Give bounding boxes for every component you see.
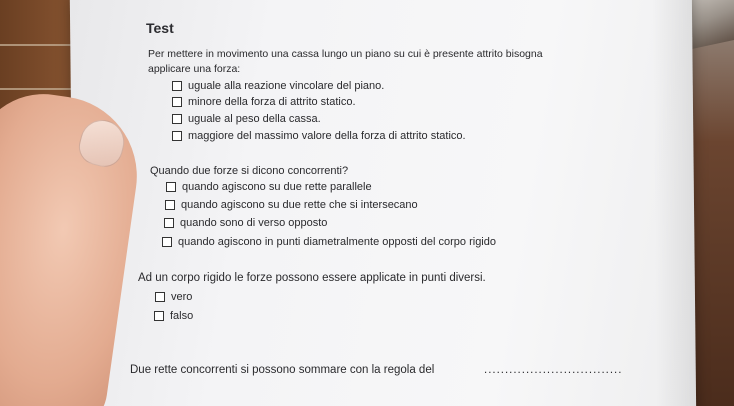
q2-option[interactable]: quando agiscono su due rette che si intersecano xyxy=(165,199,418,211)
q2-option[interactable]: quando agiscono in punti diametralmente opposti del corpo rigido xyxy=(162,236,496,248)
checkbox-icon[interactable] xyxy=(172,97,182,107)
q2-option[interactable]: quando agiscono su due rette parallele xyxy=(166,181,372,193)
checkbox-icon[interactable] xyxy=(154,311,164,321)
q1-option[interactable]: uguale alla reazione vincolare del piano. xyxy=(172,80,384,92)
checkbox-icon[interactable] xyxy=(165,200,175,210)
q3-text: Ad un corpo rigido le forze possono essere applicate in punti diversi. xyxy=(138,272,486,284)
q1-text-cont: applicare una forza: xyxy=(148,63,241,75)
checkbox-icon[interactable] xyxy=(172,114,182,124)
quiz-title: Test xyxy=(146,20,174,36)
q4-text: Due rette concorrenti si possono sommare con la regola del xyxy=(130,364,435,376)
checkbox-icon[interactable] xyxy=(172,131,182,141)
checkbox-icon[interactable] xyxy=(166,182,176,192)
q1-text: Per mettere in movimento una cassa lungo un piano su cui è presente attrito bisogna xyxy=(148,48,543,60)
checkbox-icon[interactable] xyxy=(164,218,174,228)
checkbox-icon[interactable] xyxy=(162,237,172,247)
q4-blank[interactable]: ................................. xyxy=(484,364,623,376)
q1-option[interactable]: maggiore del massimo valore della forza di attrito statico. xyxy=(172,130,466,142)
q1-option[interactable]: uguale al peso della cassa. xyxy=(172,113,321,125)
q2-option[interactable]: quando sono di verso opposto xyxy=(164,217,327,229)
checkbox-icon[interactable] xyxy=(172,81,182,91)
q3-option[interactable]: vero xyxy=(155,291,192,303)
q3-option[interactable]: falso xyxy=(154,310,193,322)
q1-option[interactable]: minore della forza di attrito statico. xyxy=(172,96,356,108)
checkbox-icon[interactable] xyxy=(155,292,165,302)
q2-text: Quando due forze si dicono concorrenti? xyxy=(150,165,349,177)
